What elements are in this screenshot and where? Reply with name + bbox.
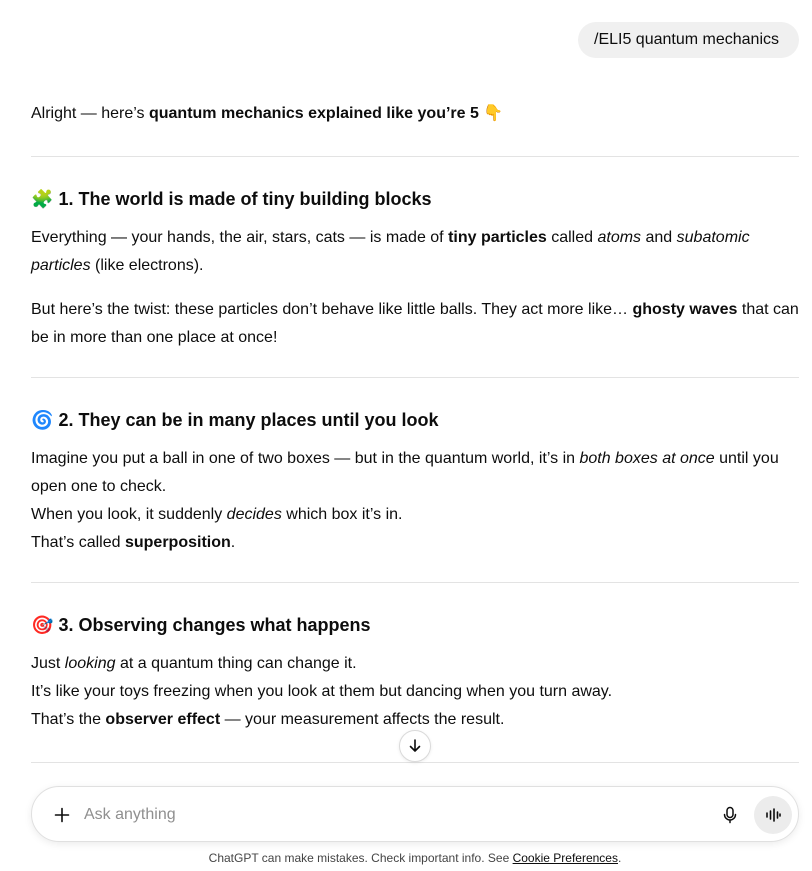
dart-target-icon: 🎯 [31, 615, 54, 636]
paragraph-line: Just looking at a quantum thing can change it. [31, 655, 357, 672]
paragraph-line: That’s the observer effect — your measurement affects the result. [31, 711, 505, 728]
divider [31, 762, 799, 763]
voice-mode-button[interactable] [754, 796, 792, 834]
microphone-icon [721, 806, 739, 824]
paragraph-line: When you look, it suddenly decides which box it’s in. [31, 506, 403, 523]
section-3 [31, 609, 799, 734]
assistant-response [31, 96, 799, 789]
pointing-down-emoji-icon: 👇 [483, 103, 504, 122]
user-message-bubble: /ELI5 quantum mechanics [578, 22, 799, 58]
section-title: 🎯 3. Observing changes what happens [31, 615, 371, 636]
paragraph: But here’s the twist: these particles don’t behave like little balls. They act more like… ghosty waves that can be in more than one place at once! [31, 301, 799, 346]
paragraph-line: That’s called superposition. [31, 534, 236, 551]
cookie-preferences-link[interactable]: Cookie Preferences [512, 851, 618, 865]
section-2 [31, 404, 799, 557]
composer [31, 786, 799, 842]
divider [31, 582, 799, 583]
footer-disclaimer: ChatGPT can make mistakes. Check important info. See Cookie Preferences. [208, 851, 622, 865]
paragraph: Everything — your hands, the air, stars, cats — is made of tiny particles called atoms and subatomic particles (like electrons). [31, 229, 750, 274]
scroll-to-bottom-button[interactable] [399, 730, 431, 762]
add-attachment-button[interactable] [48, 801, 76, 829]
paragraph-line: It’s like your toys freezing when you look at them but dancing when you turn away. [31, 683, 613, 700]
voice-mode-icon [764, 806, 782, 824]
section-title: 🌀 2. They can be in many places until you look [31, 410, 439, 431]
dictate-button[interactable] [716, 801, 744, 829]
paragraph: Imagine you put a ball in one of two boxes — but in the quantum world, it’s in both boxes at once until you open one to check. [31, 450, 779, 495]
section-1 [31, 183, 799, 352]
divider [31, 377, 799, 378]
divider [31, 156, 799, 157]
plus-icon [54, 807, 70, 823]
arrow-down-icon [407, 738, 423, 754]
puzzle-piece-icon: 🧩 [31, 189, 54, 210]
section-title: 🧩 1. The world is made of tiny building blocks [31, 189, 432, 210]
ask-input[interactable] [84, 797, 644, 833]
cyclone-icon: 🌀 [31, 410, 54, 431]
response-intro: Alright — here’s quantum mechanics explained like you’re 5 👇 [31, 103, 504, 122]
